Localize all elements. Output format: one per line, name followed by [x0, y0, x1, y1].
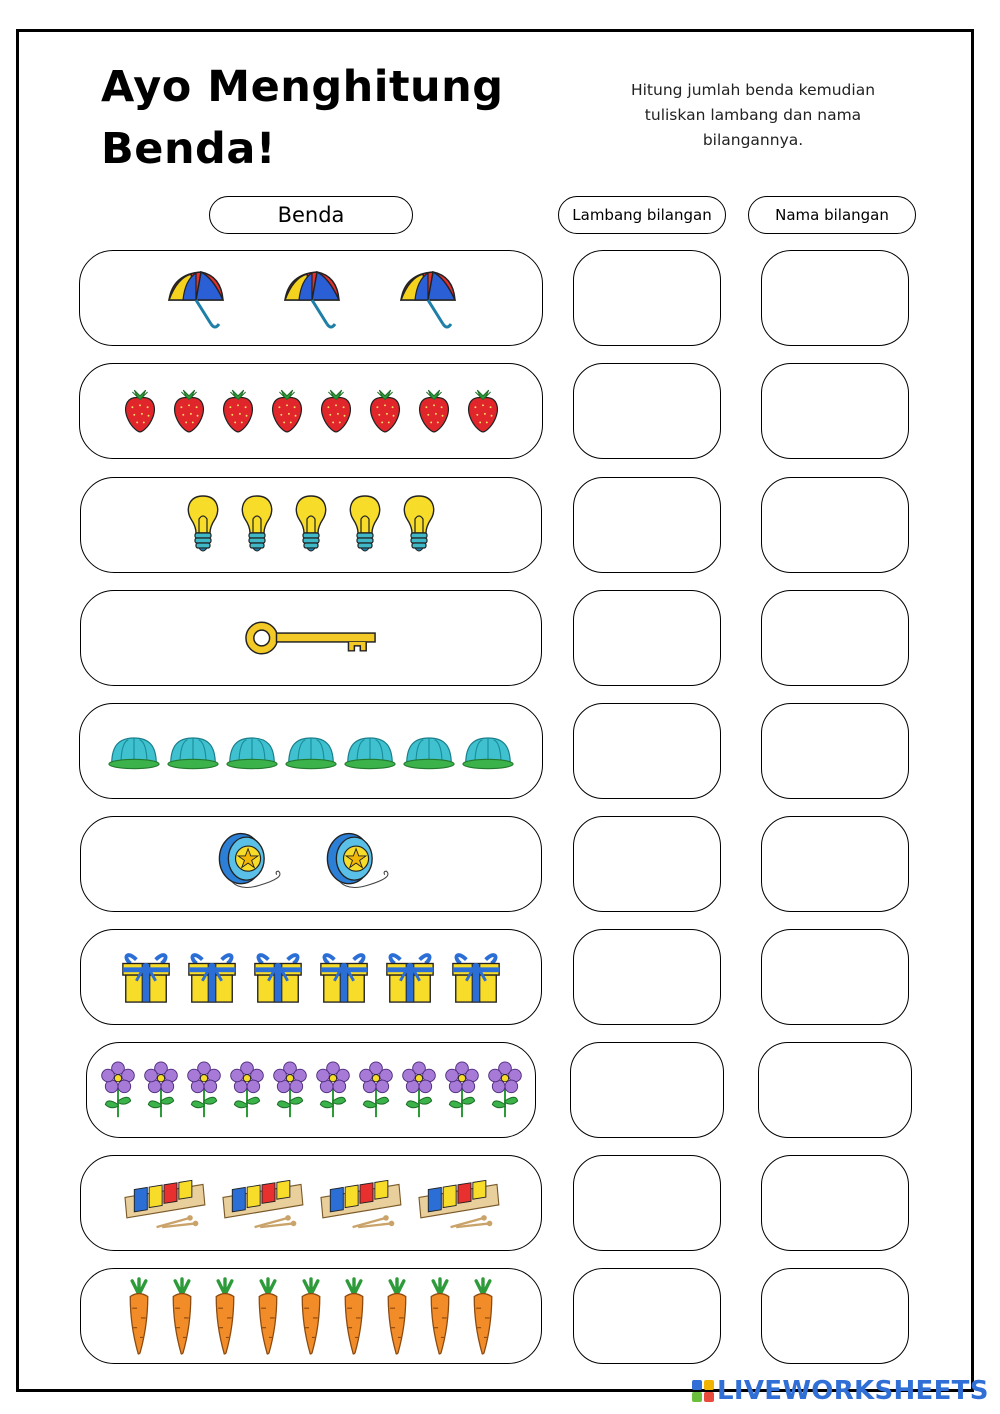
strawberry-icon — [464, 387, 502, 435]
flower-icon — [356, 1061, 396, 1119]
jelly-icon — [344, 732, 396, 770]
instructions — [606, 78, 900, 153]
nama-bilangan-answer-10[interactable] — [761, 1268, 909, 1364]
light-bulb-icon — [237, 493, 277, 557]
lambang-bilangan-answer-10[interactable] — [573, 1268, 721, 1364]
header-lambang-bilangan: Lambang bilangan — [558, 196, 726, 234]
object-row-1 — [79, 250, 543, 346]
umbrella-icon — [279, 266, 343, 330]
object-row-4 — [80, 590, 542, 686]
yoyo-icon — [214, 828, 300, 900]
object-group — [119, 948, 503, 1006]
lambang-bilangan-answer-4[interactable] — [573, 590, 721, 686]
xylophone-icon — [413, 1177, 503, 1229]
nama-bilangan-answer-7[interactable] — [761, 929, 909, 1025]
flower-icon — [270, 1061, 310, 1119]
lambang-bilangan-answer-7[interactable] — [573, 929, 721, 1025]
jelly-icon — [403, 732, 455, 770]
carrot-icon — [425, 1277, 455, 1355]
strawberry-icon — [219, 387, 257, 435]
flower-icon — [442, 1061, 482, 1119]
object-row-3 — [80, 477, 542, 573]
key-icon — [242, 618, 380, 658]
liveworksheets-logo-icon — [692, 1380, 714, 1402]
object-row-9 — [80, 1155, 542, 1251]
title-line-2: Benda! — [101, 124, 276, 174]
jelly-icon — [167, 732, 219, 770]
strawberry-icon — [415, 387, 453, 435]
instruction-line-1: Hitung jumlah benda kemudian — [630, 81, 876, 99]
gift-icon — [185, 948, 239, 1006]
object-group — [183, 493, 439, 557]
yoyo-icon — [322, 828, 408, 900]
gift-icon — [119, 948, 173, 1006]
carrot-icon — [339, 1277, 369, 1355]
object-group — [121, 387, 502, 435]
nama-bilangan-answer-5[interactable] — [761, 703, 909, 799]
flower-icon — [313, 1061, 353, 1119]
object-group — [119, 1177, 503, 1229]
gift-icon — [317, 948, 371, 1006]
xylophone-icon — [217, 1177, 307, 1229]
light-bulb-icon — [345, 493, 385, 557]
nama-bilangan-answer-6[interactable] — [761, 816, 909, 912]
jelly-icon — [226, 732, 278, 770]
flower-icon — [399, 1061, 439, 1119]
light-bulb-icon — [291, 493, 331, 557]
flower-icon — [141, 1061, 181, 1119]
carrot-icon — [296, 1277, 326, 1355]
gift-icon — [449, 948, 503, 1006]
lambang-bilangan-answer-3[interactable] — [573, 477, 721, 573]
object-row-8 — [86, 1042, 536, 1138]
lambang-bilangan-answer-9[interactable] — [573, 1155, 721, 1251]
strawberry-icon — [268, 387, 306, 435]
nama-bilangan-answer-3[interactable] — [761, 477, 909, 573]
object-row-7 — [80, 929, 542, 1025]
object-group — [98, 1061, 525, 1119]
object-row-2 — [79, 363, 543, 459]
umbrella-icon — [163, 266, 227, 330]
nama-bilangan-answer-1[interactable] — [761, 250, 909, 346]
gift-icon — [251, 948, 305, 1006]
lambang-bilangan-answer-2[interactable] — [573, 363, 721, 459]
xylophone-icon — [119, 1177, 209, 1229]
nama-bilangan-answer-4[interactable] — [761, 590, 909, 686]
object-group — [124, 1277, 498, 1355]
page-title — [101, 56, 504, 180]
jelly-icon — [108, 732, 160, 770]
watermark — [692, 1376, 989, 1406]
nama-bilangan-answer-2[interactable] — [761, 363, 909, 459]
light-bulb-icon — [399, 493, 439, 557]
nama-bilangan-answer-9[interactable] — [761, 1155, 909, 1251]
object-group — [214, 828, 408, 900]
object-row-5 — [79, 703, 543, 799]
object-group — [242, 618, 380, 658]
strawberry-icon — [121, 387, 159, 435]
strawberry-icon — [170, 387, 208, 435]
instruction-line-2: tuliskan lambang dan nama — [644, 106, 862, 124]
object-row-10 — [80, 1268, 542, 1364]
flower-icon — [98, 1061, 138, 1119]
watermark-text: LIVEWORKSHEETS — [717, 1376, 989, 1406]
object-row-6 — [80, 816, 542, 912]
xylophone-icon — [315, 1177, 405, 1229]
header-benda: Benda — [209, 196, 413, 234]
jelly-icon — [285, 732, 337, 770]
nama-bilangan-answer-8[interactable] — [758, 1042, 912, 1138]
object-group — [108, 732, 514, 770]
instruction-line-3: bilangannya. — [702, 131, 804, 149]
strawberry-icon — [366, 387, 404, 435]
carrot-icon — [124, 1277, 154, 1355]
lambang-bilangan-answer-1[interactable] — [573, 250, 721, 346]
flower-icon — [184, 1061, 224, 1119]
lambang-bilangan-answer-6[interactable] — [573, 816, 721, 912]
strawberry-icon — [317, 387, 355, 435]
carrot-icon — [210, 1277, 240, 1355]
header-nama-bilangan: Nama bilangan — [748, 196, 916, 234]
title-line-1: Ayo Menghitung — [101, 62, 504, 112]
gift-icon — [383, 948, 437, 1006]
light-bulb-icon — [183, 493, 223, 557]
jelly-icon — [462, 732, 514, 770]
carrot-icon — [382, 1277, 412, 1355]
umbrella-icon — [395, 266, 459, 330]
carrot-icon — [167, 1277, 197, 1355]
flower-icon — [485, 1061, 525, 1119]
carrot-icon — [468, 1277, 498, 1355]
flower-icon — [227, 1061, 267, 1119]
lambang-bilangan-answer-8[interactable] — [570, 1042, 724, 1138]
carrot-icon — [253, 1277, 283, 1355]
object-group — [163, 266, 459, 330]
lambang-bilangan-answer-5[interactable] — [573, 703, 721, 799]
